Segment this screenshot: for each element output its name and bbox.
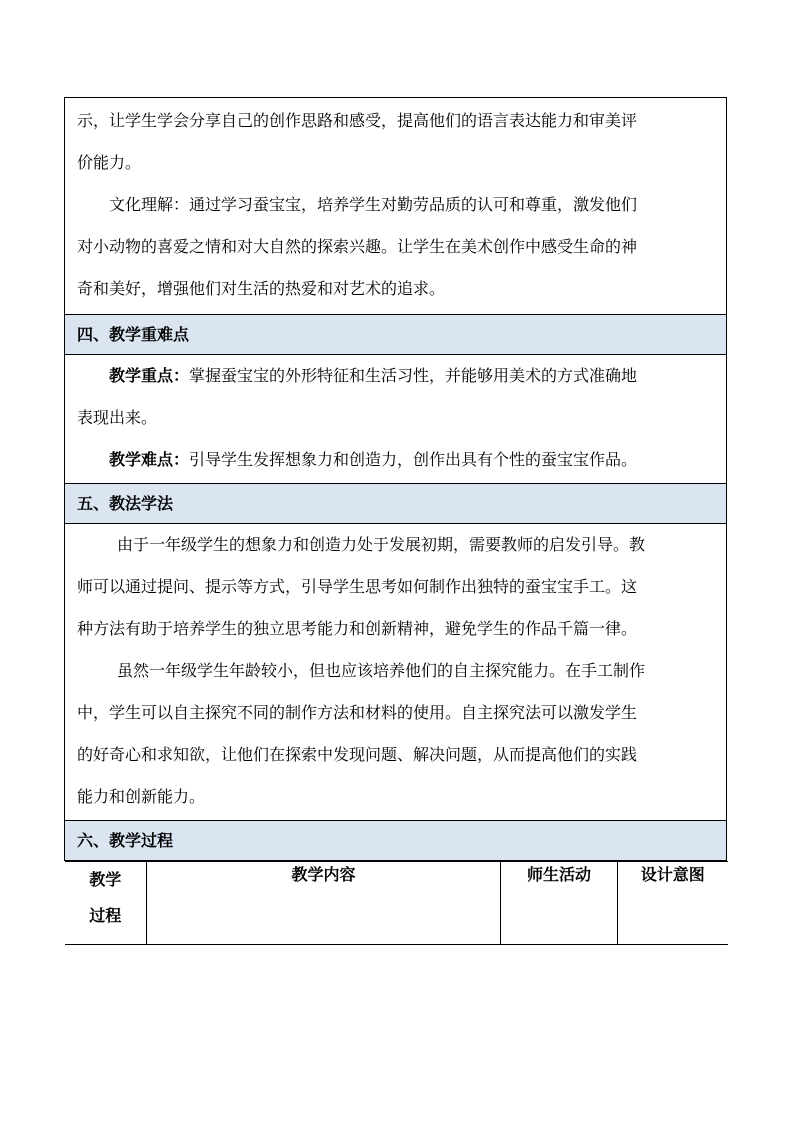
section5-para2-line1: 虽然一年级学生年龄较小，但也应该培养他们的自主探究能力。在手工制作: [117, 661, 646, 680]
process-table-cell: [65, 861, 727, 946]
difficulty-line: [77, 439, 714, 481]
section5-para2-line2: 中，学生可以自主探究不同的制作方法和材料的使用。自主探究法可以激发学生: [77, 703, 638, 722]
difficulty-label: 教学难点：: [109, 450, 190, 469]
section5-heading: 五、教法学法: [65, 484, 727, 524]
section3-content: [65, 98, 727, 315]
process-header-activity: 师生活动: [501, 862, 618, 945]
process-header-stage: [65, 862, 147, 945]
section4-content: [65, 355, 727, 484]
section3-para2-line1: 文化理解：通过学习蚕宝宝，培养学生对勤劳品质的认可和尊重，激发他们: [109, 195, 638, 214]
process-header-intent: 设计意图: [618, 862, 728, 945]
section5-para1-line1: 由于一年级学生的想象力和创造力处于发展初期，需要教师的启发引导。教: [117, 535, 646, 554]
section6-heading: 六、教学过程: [65, 821, 727, 861]
section4-heading: 四、教学重难点: [65, 315, 727, 355]
difficulty-text: 引导学生发挥想象力和创造力，创作出具有个性的蚕宝宝作品。: [189, 450, 638, 469]
section3-para2-line3: 奇和美好，增强他们对生活的热爱和对艺术的追求。: [77, 279, 446, 298]
key-point-label: 教学重点：: [109, 366, 190, 385]
section5-para2-line3: 的好奇心和求知欲，让他们在探索中发现问题、解决问题，从而提高他们的实践: [77, 745, 638, 764]
lesson-plan-table: [64, 97, 727, 945]
section5-para1-line3: 种方法有助于培养学生的独立思考能力和创新精神，避免学生的作品千篇一律。: [77, 619, 638, 638]
process-header-content: 教学内容: [147, 862, 501, 945]
key-point-line1: [77, 355, 714, 397]
key-point-text: 掌握蚕宝宝的外形特征和生活习性，并能够用美术的方式准确地: [189, 366, 638, 385]
section5-para1-line2: 师可以通过提问、提示等方式，引导学生思考如何制作出独特的蚕宝宝手工。这: [77, 577, 638, 596]
process-table: [65, 861, 728, 945]
process-header-stage-line2: 过程: [89, 906, 122, 925]
section3-para2-line2: 对小动物的喜爱之情和对大自然的探索兴趣。让学生在美术创作中感受生命的神: [77, 237, 638, 256]
section5-para2-line4: 能力和创新能力。: [77, 787, 206, 806]
section3-para1-line1: 示，让学生学会分享自己的创作思路和感受，提高他们的语言表达能力和审美评: [77, 111, 638, 130]
key-point-line2: 表现出来。: [77, 408, 158, 427]
process-header-stage-line1: 教学: [89, 870, 122, 889]
section3-para1-line2: 价能力。: [77, 153, 142, 172]
document-page: [64, 97, 727, 945]
section5-content: [65, 524, 727, 821]
